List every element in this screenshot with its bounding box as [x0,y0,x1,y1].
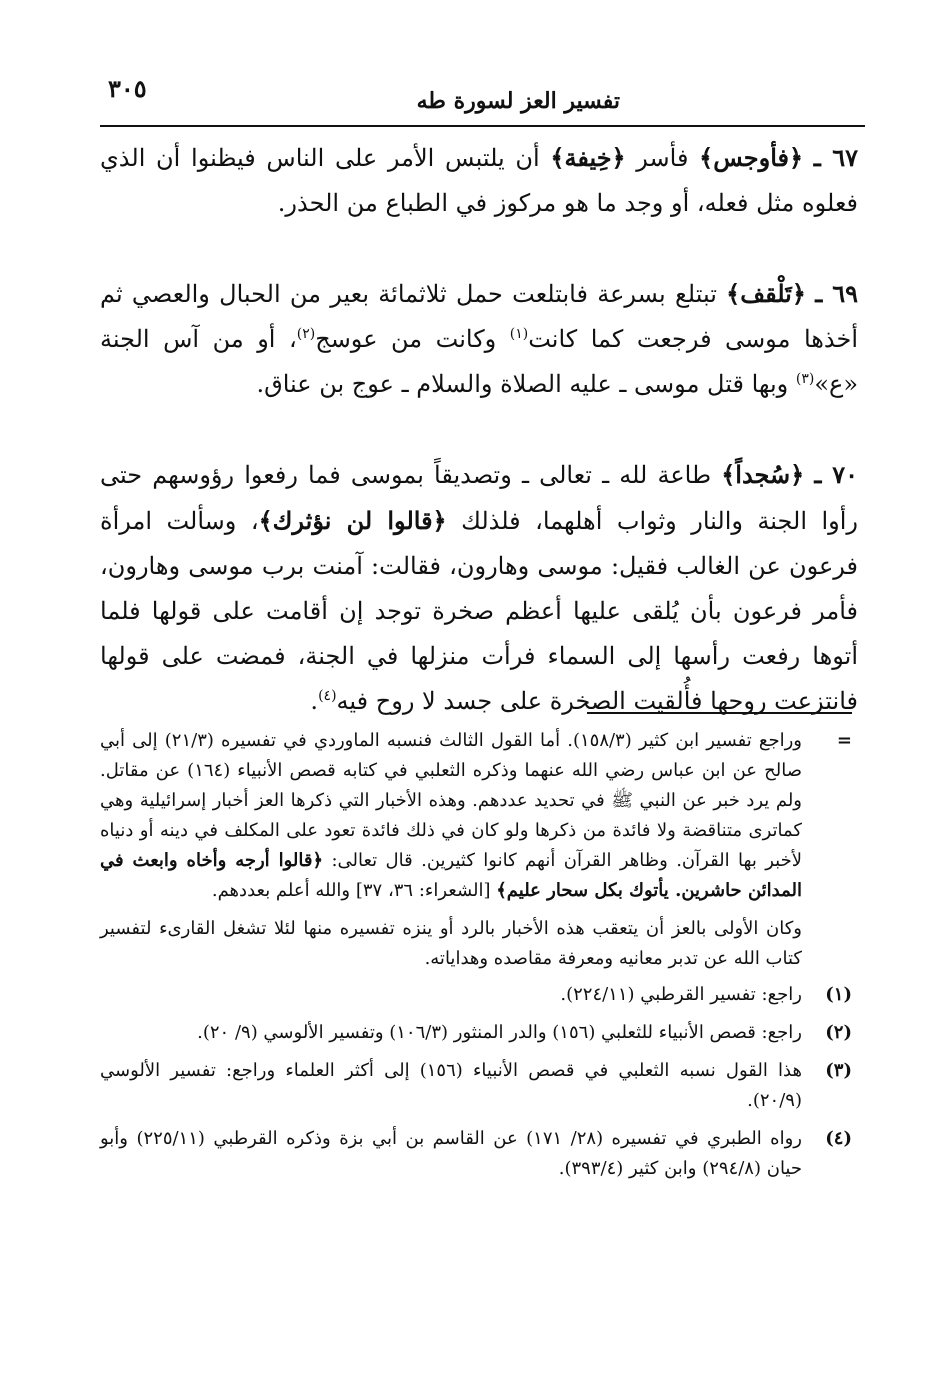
footnote-marker: (٣) [825,1060,852,1081]
footnote-text: وراجع تفسير ابن كثير (١٥٨/٣). أما القول الثالث فنسبه الماوردي في تفسيره (٢١/٣) إلى أبي صالح عن ابن عباس رضي الله عنهما وذكره الثعلبي في كتابه قصص الأنبياء (١٦٤) عن مقاتل. ولم يرد خبر عن النبي ﷺ في تحديد عددهم. وهذه الأخبار التي ذكرها العز أخبار إسرائيلية وهي كماترى متناقضة ولا فائدة من ذكرها ولو كان في ذلك فائدة تعود على المكلف في دينه أو دنياه لأخبر بها القرآن. وظاهر القرآن أنهم كانوا كثيرين. قال تعالى: [100,730,802,871]
footnote-text: راجع: قصص الأنبياء للثعلبي (١٥٦) والدر المنثور (١٠٦/٣) وتفسير الألوسي (٩/ ٢٠). [197,1022,802,1043]
footnote-ref: (٣) [795,371,815,387]
quran-word: ﴿قالوا لن نؤثرك﴾ [258,506,447,535]
footnote-ref: (١) [509,326,529,342]
footnote-divider [587,712,852,714]
footnote-item [100,1056,852,1116]
quran-quote: ﴿قالوا أرجه وأخاه وابعث في المدائن حاشرين. يأتوك بكل سحار عليم﴾ [100,850,802,901]
paragraph-text: ، أو من آس الجنة «ع» [100,325,858,398]
page-number: ٣٠٥ [108,74,147,103]
paragraph-text: تبتلع بسرعة فابتلعت حمل ثلاثمائة بعير من الحبال والعصي ثم أخذها موسى فرجعت كما كانت [100,280,859,353]
paragraph-text: طاعة لله ـ تعالى ـ وتصديقاً بموسى فما رفعوا رؤوسهم حتى رأوا الجنة والنار وثواب أهلهما، فلذلك [100,461,858,535]
paragraph-text: وبها قتل موسى ـ عليه الصلاة والسلام ـ عوج بن عناق. [256,370,796,398]
footnote-item [100,1124,852,1184]
footnotes [100,726,852,1192]
paragraph-69 [100,271,858,407]
footnote-text: [الشعراء: ٣٦، ٣٧] والله أعلم بعددهم. [211,880,497,901]
quran-word: ﴿خِيفة﴾ [550,143,626,172]
paragraph-text: فأسر [625,144,700,172]
running-title: تفسير العز لسورة طه [416,88,620,114]
verse-number: ٦٧ ـ [813,143,858,172]
footnote-text: راجع: تفسير القرطبي (٢٢٤/١١). [560,984,802,1005]
footnote-item [100,980,852,1010]
paragraph-70 [100,452,858,724]
footnote-marker: (٢) [825,1022,852,1043]
paragraph-text: ، وسألت امرأة فرعون عن الغالب فقيل: موسى وهارون، فقالت: آمنت برب موسى وهارون، فأمر فرعون بأن يُلقى عليها أعظم صخرة توجد إن أقامت على قولها فلما أتوها رفعت رأسها إلى السماء فرأت منزلها في الجنة، فمضت على قولها فانتزعت روحها فأُلقيت الصخرة على جسد لا روح فيه [100,507,858,715]
footnote-marker: (١) [825,984,852,1005]
footnote-item [100,1018,852,1048]
verse-number: ٧٠ ـ [814,460,858,489]
quran-word: ﴿تَلْقف﴾ [726,279,806,308]
footnote-continuation [100,726,852,906]
footnote-continuation-paragraph: وكان الأولى بالعز أن يتعقب هذه الأخبار بالرد أو ينزه تفسيره منها لئلا تشغل القارىء لتفسير كتاب الله عن تدبر معانيه ومعرفة مقاصده وهداياته. [100,918,802,969]
continuation-marker: = [836,730,852,751]
footnote-ref: (٢) [296,326,316,342]
main-text [100,135,858,724]
paragraph-text: . [310,687,319,715]
verse-number: ٦٩ ـ [815,279,858,308]
footnote-text: رواه الطبري في تفسيره (٢٨/ ١٧١) عن القاسم بن أبي بزة وذكره القرطبي (٢٢٥/١١) وأبو حيان (٢٩٤/٨) وابن كثير (٣٩٣/٤). [100,1128,802,1179]
paragraph-text: وكانت من عوسج [315,325,510,353]
paragraph-67 [100,135,858,226]
quran-word: ﴿فأوجس﴾ [699,143,804,172]
footnote-ref: (٤) [318,688,337,704]
footnote-text: هذا القول نسبه الثعلبي في قصص الأنبياء (١٥٦) إلى أكثر العلماء وراجع: تفسير الألوسي (٢٠/٩). [100,1060,802,1111]
footnote-marker: (٤) [825,1128,852,1149]
quran-word: ﴿سُجداً﴾ [721,460,805,489]
header-divider [100,125,865,127]
page-header [100,70,865,120]
paragraph-text: أن يلتبس الأمر على الناس فيظنوا أن الذي فعلوه مثل فعله، أو وجد ما هو مركوز في الطباع من الحذر. [100,144,858,217]
